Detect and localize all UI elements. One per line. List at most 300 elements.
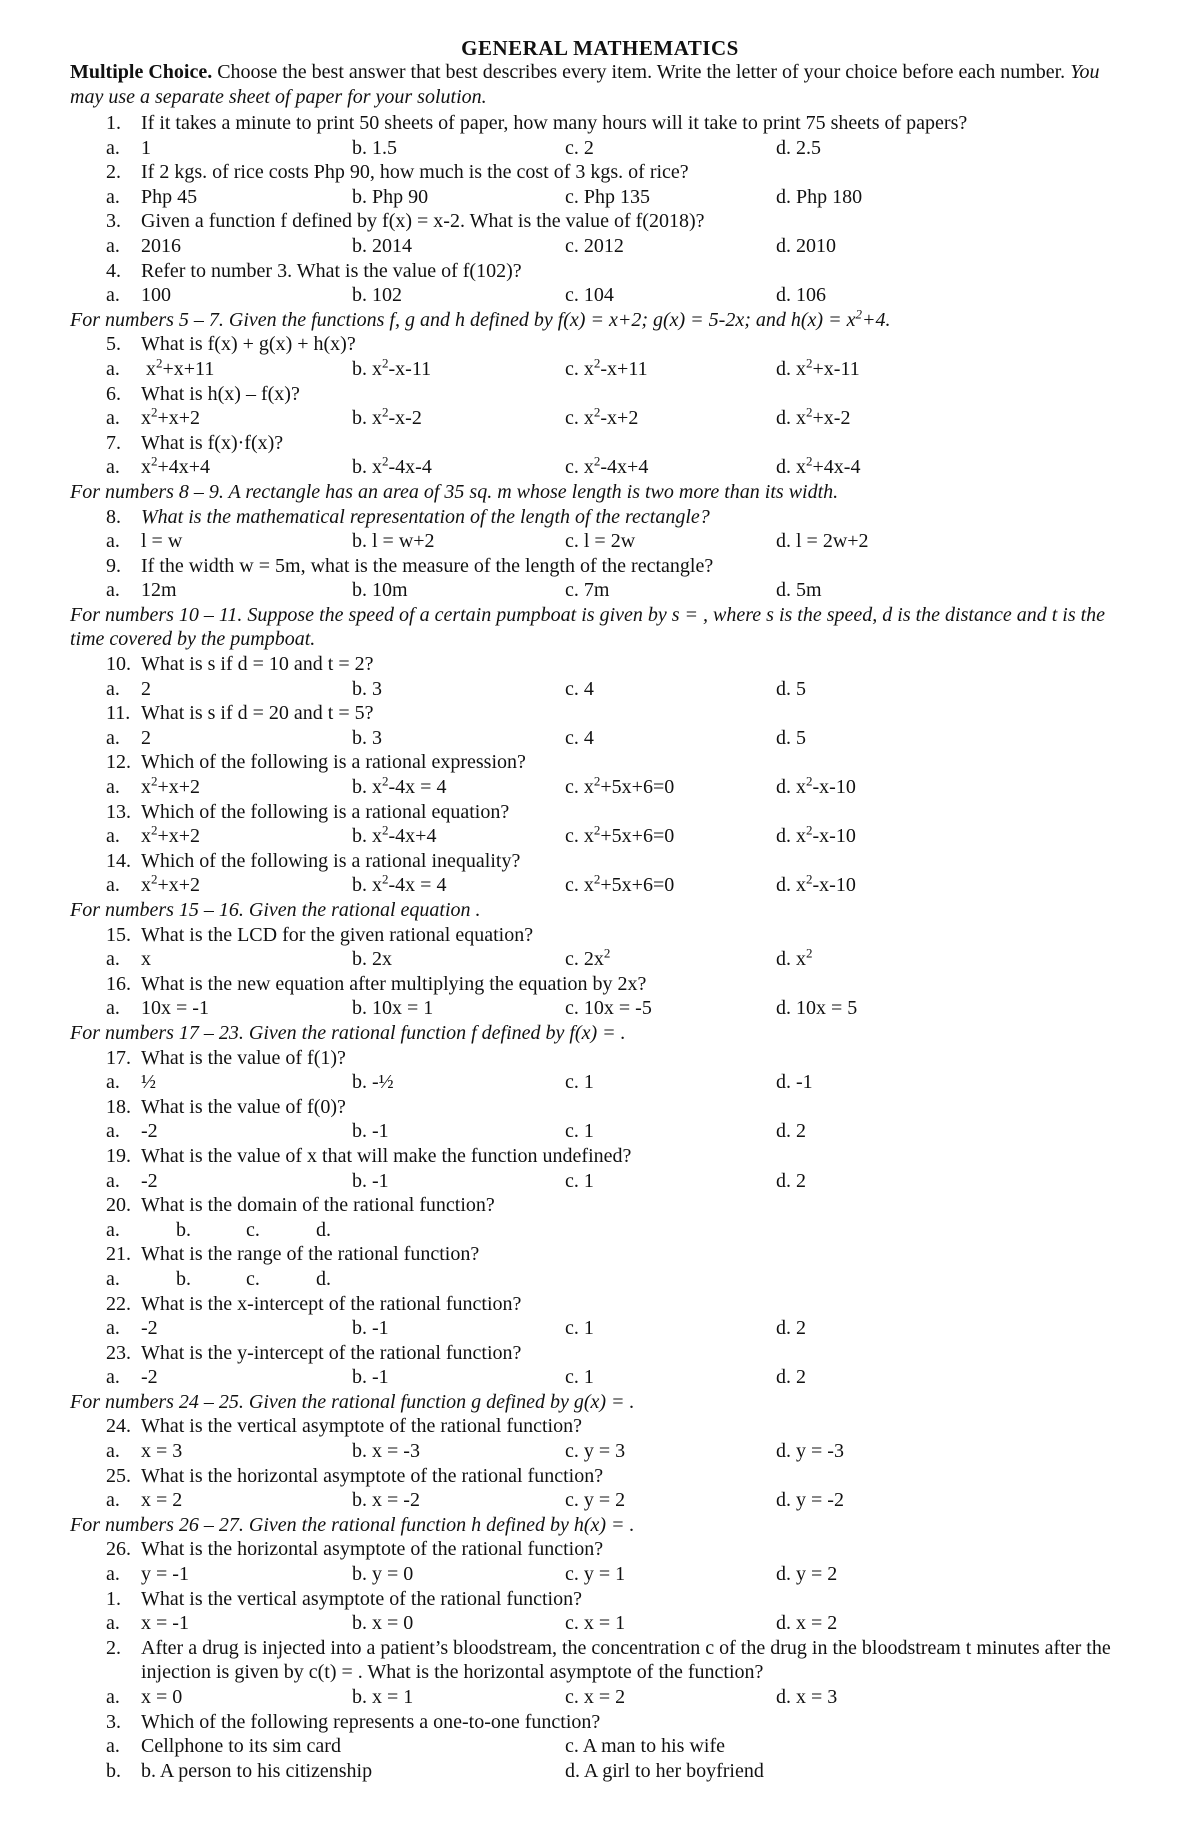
choice-text: l = w (141, 530, 183, 553)
question (0, 1046, 1200, 1071)
choice-text: x = 2 (141, 1489, 183, 1512)
choice-text: $x^2+4x+4$ (141, 453, 211, 479)
question (0, 1193, 1200, 1218)
choice-row (0, 1119, 1200, 1144)
choice-option: d. y = 2 (776, 1563, 838, 1586)
choice-option (106, 136, 151, 161)
choice-text: $x^2+x+2$ (141, 404, 201, 430)
question-text: What is the range of the rational function? (141, 1243, 480, 1266)
choice-row (0, 1267, 1200, 1292)
choice-option (106, 406, 200, 431)
choice-text: x (141, 948, 151, 971)
question (0, 382, 1200, 407)
choice-text: y = -1 (141, 1563, 189, 1586)
question-text: What is the new equation after multiplying the equation by 2x? (141, 972, 647, 995)
question-text: What is the mathematical representation of the length of the rectangle? (141, 505, 710, 528)
choice-letter: a. (106, 948, 120, 971)
choice-option: b. $x^2-4x = 4$ (352, 773, 447, 799)
choice-option (106, 529, 182, 554)
choice-option: c. l = 2w (565, 530, 636, 553)
choice-letter: a. (106, 234, 120, 257)
choice-option: b. y = 0 (352, 1563, 414, 1586)
question-number: 5. (106, 333, 121, 356)
question-number: 26. (106, 1538, 131, 1561)
choice-letter: a. (106, 776, 120, 799)
question-text: What is h(x) – f(x)? (141, 382, 300, 405)
question-text: What is the vertical asymptote of the rational function? (141, 1587, 582, 1610)
choice-option (106, 1488, 182, 1513)
choice-option: d. $x^2-x-10$ (776, 773, 856, 799)
question (0, 332, 1200, 357)
choice-row (0, 1316, 1200, 1341)
choice-text: -2 (141, 1120, 158, 1143)
choice-option: d. $x^2-x-10$ (776, 822, 856, 848)
question (0, 1587, 1200, 1612)
question-number: 19. (106, 1144, 131, 1167)
choice-text: $x^2+x+2$ (141, 773, 201, 799)
choice-option (106, 1316, 158, 1341)
question (0, 1095, 1200, 1120)
choice-option: d. y = -2 (776, 1489, 844, 1512)
choice-option: c. 4 (565, 677, 594, 700)
choice-option (106, 1439, 182, 1464)
question-text: Which of the following is a rational inequality? (141, 849, 521, 872)
question-number: 3. (106, 210, 121, 233)
question-text: What is the domain of the rational function? (141, 1194, 495, 1217)
choice-option: c. y = 1 (565, 1563, 626, 1586)
choice-letter: a. (106, 579, 120, 602)
question-text: What is the value of x that will make the function undefined? (141, 1144, 632, 1167)
choice-option: c. 1 (565, 1366, 594, 1389)
choice-option: c. (246, 1267, 260, 1290)
choice-letter: a. (106, 825, 120, 848)
question (0, 1242, 1200, 1267)
question-text: What is the value of f(1)? (141, 1046, 346, 1069)
choice-option: b. $x^2-x-11$ (352, 355, 432, 380)
choice-letter: a. (106, 1735, 120, 1758)
question (0, 1464, 1200, 1489)
choice-option (106, 283, 171, 308)
choice-text: 2 (141, 726, 151, 749)
choice-option: a. (106, 1267, 120, 1290)
choice-option: c. $x^2-x+2$ (565, 404, 639, 430)
choice-option: d. x = 3 (776, 1686, 838, 1708)
choice-option (106, 578, 177, 603)
question-group-intro: For numbers 26 – 27. Given the rational function h defined by h(x) = . (70, 1513, 635, 1536)
choice-row (0, 947, 1200, 972)
choice-row (0, 283, 1200, 308)
choice-option (106, 1759, 372, 1784)
choice-option (106, 357, 214, 382)
choice-text: -2 (141, 1317, 158, 1340)
choice-row (0, 1562, 1200, 1587)
choice-row (0, 529, 1200, 554)
choice-option: c. $x^2+5x+6=0$ (565, 822, 675, 848)
question-number: 7. (106, 431, 121, 454)
choice-option: b. 1.5 (352, 136, 397, 159)
choice-row (0, 1365, 1200, 1390)
choice-option: b. x = 1 (352, 1686, 414, 1708)
choice-row (0, 185, 1200, 210)
choice-option (106, 1685, 182, 1710)
question (0, 972, 1200, 997)
choice-option: b. x = 0 (352, 1612, 414, 1635)
choice-option: b. 3 (352, 677, 382, 700)
choice-option: d. A girl to her boyfriend (565, 1759, 764, 1782)
question-text: What is s if d = 20 and t = 5? (141, 702, 374, 725)
question-text: Given a function f defined by f(x) = x-2. What is the value of f(2018)? (141, 210, 705, 233)
choice-row (0, 824, 1200, 849)
question-number: 3. (106, 1710, 121, 1733)
question-list (0, 111, 1200, 1783)
question (0, 1636, 1200, 1685)
choice-option: b. 10x = 1 (352, 997, 434, 1020)
choice-letter: a. (106, 1366, 120, 1389)
choice-letter: a. (106, 677, 120, 700)
question-number: 18. (106, 1095, 131, 1118)
question-number: 6. (106, 382, 121, 405)
choice-option: c. $x^2-4x+4$ (565, 453, 649, 479)
question-number: 22. (106, 1292, 131, 1315)
choice-option: b. 3 (352, 726, 382, 749)
question-number: 1. (106, 1587, 121, 1610)
question-text: What is the horizontal asymptote of the rational function? (141, 1538, 604, 1561)
choice-letter: a. (106, 530, 120, 553)
choice-letter: a. (106, 1317, 120, 1340)
question (0, 1414, 1200, 1439)
question-number: 8. (106, 505, 121, 528)
choice-option: b. -½ (352, 1071, 394, 1094)
choice-option: d. -1 (776, 1071, 813, 1094)
choice-letter: a. (106, 1440, 120, 1463)
choice-option: b. $x^2-4x-4$ (352, 453, 432, 479)
choice-text: Cellphone to its sim card (141, 1735, 341, 1758)
choice-option: c. 2 (565, 136, 594, 159)
question-text: What is the horizontal asymptote of the rational function? (141, 1464, 604, 1487)
question-group-intro: For numbers 24 – 25. Given the rational function g defined by g(x) = . (70, 1390, 635, 1413)
question-text: What is f(x)·f(x)? (141, 431, 284, 454)
choice-option: b. -1 (352, 1169, 389, 1192)
question (0, 554, 1200, 579)
choice-letter: a. (106, 1169, 120, 1192)
question-text: What is the x-intercept of the rational function? (141, 1292, 522, 1315)
choice-option: c. (246, 1218, 260, 1241)
choice-row (0, 996, 1200, 1021)
choice-option: d. y = -3 (776, 1440, 844, 1463)
choice-row (0, 1070, 1200, 1095)
question (0, 800, 1200, 825)
choice-option: c. Php 135 (565, 185, 650, 208)
choice-row (0, 1734, 1200, 1759)
question-number: 2. (106, 161, 121, 184)
choice-option: d. $x^2+x-11$ (776, 355, 860, 380)
choice-option: b. 102 (352, 284, 402, 307)
choice-row (0, 234, 1200, 259)
choice-row (0, 406, 1200, 431)
choice-letter: a. (106, 997, 120, 1020)
choice-option: d. 2 (776, 1169, 806, 1192)
instructions-note: You may use a separate sheet of paper for your solution. (70, 61, 1100, 108)
choice-option (106, 1070, 156, 1095)
choice-option (106, 873, 200, 898)
question-group-intro: For numbers 8 – 9. A rectangle has an area of 35 sq. m whose length is two more than its width. (70, 480, 839, 503)
question-number: 17. (106, 1046, 131, 1069)
choice-option: c. y = 3 (565, 1440, 626, 1463)
choice-option (106, 1611, 189, 1636)
question-number: 4. (106, 259, 121, 282)
question-text: If 2 kgs. of rice costs Php 90, how much is the cost of 3 kgs. of rice? (141, 161, 689, 184)
choice-text: 2 (141, 677, 151, 700)
choice-option: d. $x^2$ (776, 945, 813, 971)
choice-option: c. y = 2 (565, 1489, 626, 1512)
choice-letter: a. (106, 136, 120, 159)
question-text: Which of the following is a rational equation? (141, 800, 510, 823)
choice-text: $x^2+x+11$ (141, 355, 215, 380)
choice-row (0, 1685, 1200, 1710)
choice-row (0, 1488, 1200, 1513)
question-group-intro: For numbers 15 – 16. Given the rational equation . (70, 899, 481, 921)
question-text: What is the y-intercept of the rational function? (141, 1341, 522, 1364)
choice-option: d. Php 180 (776, 185, 863, 208)
choice-text: 1 (141, 136, 151, 159)
choice-text: 12m (141, 579, 177, 602)
choice-option: d. (316, 1218, 331, 1241)
choice-option: c. $2x^2$ (565, 945, 611, 971)
choice-option: c. 7m (565, 579, 610, 602)
choice-option: d. 2 (776, 1366, 806, 1389)
choice-option (106, 1734, 341, 1759)
choice-option: d. 2 (776, 1120, 806, 1143)
question-number: 16. (106, 972, 131, 995)
choice-option: b. l = w+2 (352, 530, 435, 553)
choice-option: b. x = -3 (352, 1440, 420, 1463)
choice-option: c. $x^2+5x+6=0$ (565, 773, 675, 799)
choice-option: b. Php 90 (352, 185, 429, 208)
choice-option (106, 1562, 189, 1587)
question (0, 505, 1200, 530)
question (0, 1710, 1200, 1735)
question-group-intro: For numbers 10 – 11. Suppose the speed of a certain pumpboat is given by s = , where s is the speed, d is the distance and t is the time covered by the pumpboat. (70, 603, 1106, 651)
choice-letter: a. (106, 874, 120, 897)
choice-option: c. x = 1 (565, 1612, 626, 1635)
choice-option: b. $x^2-4x+4$ (352, 822, 437, 848)
question-text: What is the value of f(0)? (141, 1095, 346, 1118)
question (0, 849, 1200, 874)
choice-row (0, 455, 1200, 480)
choice-option: b. 2x (352, 948, 392, 971)
question (0, 1144, 1200, 1169)
question-number: 15. (106, 923, 131, 946)
choice-option: c. A man to his wife (565, 1735, 725, 1758)
question (0, 701, 1200, 726)
choice-text: x = -1 (141, 1612, 189, 1635)
choice-row (0, 136, 1200, 161)
choice-option: b. -1 (352, 1366, 389, 1389)
choice-row (0, 578, 1200, 603)
choice-row (0, 1759, 1200, 1784)
question-number: 13. (106, 800, 131, 823)
choice-option: b. -1 (352, 1120, 389, 1143)
question (0, 1537, 1200, 1562)
choice-option: d. 106 (776, 284, 826, 307)
question-number: 2. (106, 1636, 121, 1659)
choice-option: d. 2010 (776, 234, 836, 257)
choice-text: $x^2+x+2$ (141, 822, 201, 848)
instructions-label: Multiple Choice. (70, 61, 213, 83)
question (0, 1341, 1200, 1366)
question-text: What is the vertical asymptote of the rational function? (141, 1415, 582, 1438)
choice-option (106, 234, 181, 259)
choice-option (106, 1365, 158, 1390)
choice-option: b. $x^2-4x = 4$ (352, 871, 447, 897)
question-number: 25. (106, 1464, 131, 1487)
choice-option: c. 1 (565, 1317, 594, 1340)
choice-option: c. 1 (565, 1120, 594, 1143)
choice-letter: a. (106, 407, 120, 430)
choice-letter: a. (106, 284, 120, 307)
choice-row (0, 873, 1200, 898)
choice-text: x = 3 (141, 1440, 183, 1463)
question-number: 12. (106, 751, 131, 774)
question-text: What is f(x) + g(x) + h(x)? (141, 333, 356, 356)
choice-option (106, 726, 151, 751)
choice-row (0, 726, 1200, 751)
choice-option: c. 2012 (565, 234, 624, 257)
choice-row (0, 677, 1200, 702)
question (0, 652, 1200, 677)
choice-option: c. x = 2 (565, 1686, 626, 1708)
question-number: 23. (106, 1341, 131, 1364)
choice-letter: a. (106, 185, 120, 208)
question-text: Which of the following is a rational expression? (141, 751, 526, 774)
choice-option: d. 5 (776, 677, 806, 700)
choice-row (0, 1611, 1200, 1636)
choice-option: c. 1 (565, 1071, 594, 1094)
question-text: If it takes a minute to print 50 sheets of paper, how many hours will it take to print 75 sheets of papers? (141, 112, 968, 134)
choice-option (106, 996, 209, 1021)
question (0, 750, 1200, 775)
choice-text: -2 (141, 1169, 158, 1192)
question-number: 14. (106, 849, 131, 872)
choice-option (106, 1169, 158, 1194)
question (0, 111, 1200, 136)
choice-option: d. 2.5 (776, 136, 821, 159)
choice-option: c. 10x = -5 (565, 997, 652, 1020)
choice-option: b. (176, 1267, 191, 1290)
question-number: 9. (106, 554, 121, 577)
choice-option (106, 455, 210, 480)
choice-option: d. $x^2+4x-4$ (776, 453, 861, 479)
choice-letter: a. (106, 1071, 120, 1094)
choice-option: c. 4 (565, 726, 594, 749)
choice-row (0, 775, 1200, 800)
question-text: If the width w = 5m, what is the measure of the length of the rectangle? (141, 554, 714, 577)
choice-letter: a. (106, 357, 120, 380)
choice-option: d. 10x = 5 (776, 997, 858, 1020)
choice-option: d. 5 (776, 726, 806, 749)
choice-letter: a. (106, 1489, 120, 1512)
question-text: After a drug is injected into a patient’s bloodstream, the concentration c of the drug in the bloodstream t minutes after the injection is given by c(t) = . What is the horizontal asymptote of the function? (141, 1636, 1111, 1684)
choice-letter: a. (106, 1563, 120, 1586)
choice-letter: a. (106, 1612, 120, 1635)
choice-text: b. A person to his citizenship (141, 1759, 373, 1782)
choice-text: $x^2+x+2$ (141, 871, 201, 897)
question (0, 1292, 1200, 1317)
choice-option: d. x = 2 (776, 1612, 838, 1635)
instructions (70, 60, 1130, 110)
question (0, 431, 1200, 456)
choice-option: b. $x^2-x-2$ (352, 404, 422, 430)
choice-text: Php 45 (141, 185, 198, 208)
choice-option (106, 775, 200, 800)
choice-option: b. 10m (352, 579, 408, 602)
choice-option: c. $x^2+5x+6=0$ (565, 871, 675, 897)
choice-option (106, 185, 197, 210)
question-group-intro: For numbers 17 – 23. Given the rational function f defined by f(x) = . (70, 1021, 626, 1044)
question (0, 160, 1200, 185)
choice-letter: a. (106, 456, 120, 479)
question-text: What is s if d = 10 and t = 2? (141, 653, 374, 676)
page-title: GENERAL MATHEMATICS (461, 36, 739, 60)
question-group-intro: For numbers 5 – 7. Given the functions f, g and h defined by f(x) = x+2; g(x) = 5-2x; and $h(x) = x^2+4$. (70, 306, 891, 331)
choice-text: x = 0 (141, 1686, 183, 1708)
choice-option: d. $x^2-x-10$ (776, 871, 856, 897)
question-number: 24. (106, 1415, 131, 1438)
question-text: What is the LCD for the given rational equation? (141, 923, 534, 946)
choice-row (0, 1439, 1200, 1464)
choice-row (0, 357, 1200, 382)
question-number: 10. (106, 653, 131, 676)
choice-row (0, 1218, 1200, 1243)
choice-text: 2016 (141, 234, 181, 257)
choice-option: c. $x^2-x+11$ (565, 355, 648, 380)
choice-letter: a. (106, 1120, 120, 1143)
choice-option: d. l = 2w+2 (776, 530, 869, 553)
choice-option: a. (106, 1218, 120, 1241)
choice-option: b. 2014 (352, 234, 412, 257)
instructions-text: Choose the best answer that best describes every item. Write the letter of your choice before each number. (212, 61, 1071, 83)
choice-option: d. 5m (776, 579, 822, 602)
choice-option (106, 1119, 158, 1144)
question (0, 259, 1200, 284)
choice-row (0, 1169, 1200, 1194)
question-text: Refer to number 3. What is the value of f(102)? (141, 259, 522, 282)
choice-text: 10x = -1 (141, 997, 209, 1020)
choice-option (106, 824, 200, 849)
question-number: 21. (106, 1243, 131, 1266)
choice-letter: b. (106, 1759, 121, 1782)
choice-option (106, 677, 151, 702)
choice-text: ½ (141, 1071, 156, 1094)
choice-option: d. $x^2+x-2$ (776, 404, 851, 430)
choice-option: c. 104 (565, 284, 614, 307)
choice-text: -2 (141, 1366, 158, 1389)
question-number: 11. (106, 702, 131, 725)
choice-text: 100 (141, 284, 171, 307)
choice-option: d. 2 (776, 1317, 806, 1340)
question (0, 209, 1200, 234)
choice-letter: a. (106, 726, 120, 749)
choice-option: b. x = -2 (352, 1489, 420, 1512)
question (0, 923, 1200, 948)
question-text: Which of the following represents a one-to-one function? (141, 1710, 601, 1733)
question-number: 20. (106, 1194, 131, 1217)
choice-option (106, 947, 151, 972)
question-number: 1. (106, 112, 121, 134)
choice-option: b. (176, 1218, 191, 1241)
choice-option: b. -1 (352, 1317, 389, 1340)
choice-option: d. (316, 1267, 331, 1290)
